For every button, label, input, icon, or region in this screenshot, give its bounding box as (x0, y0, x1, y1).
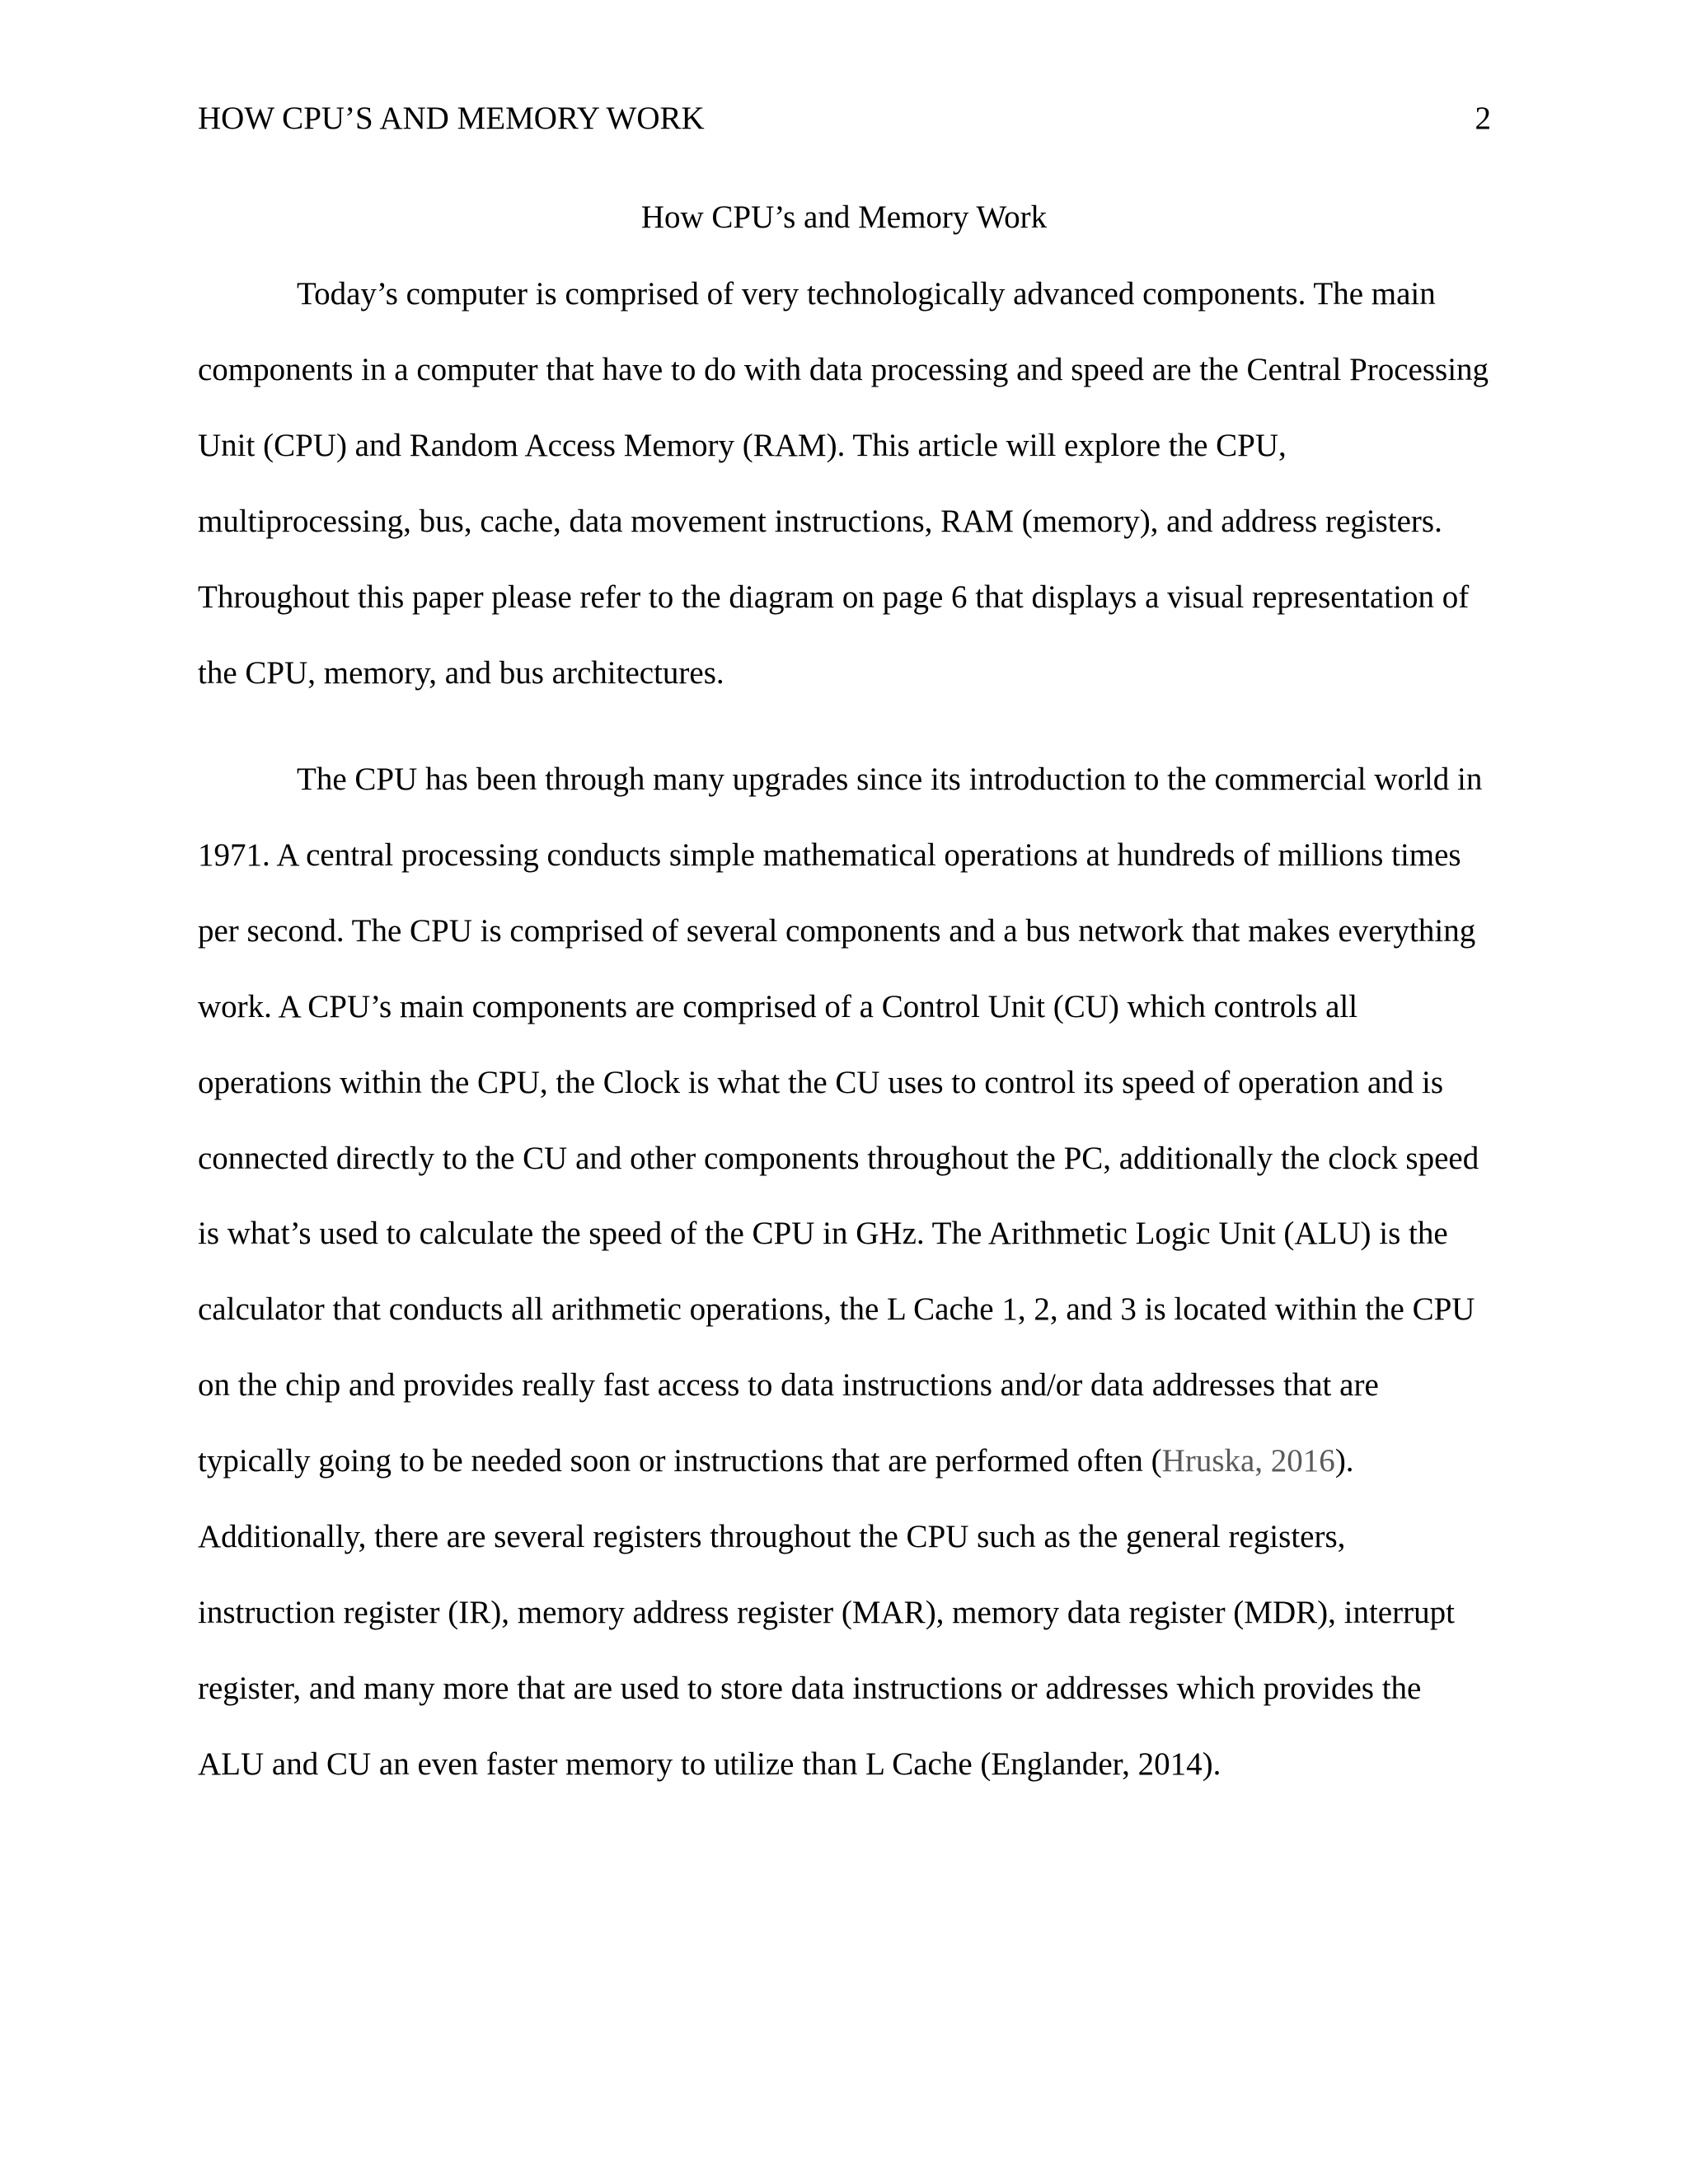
running-head: HOW CPU’S AND MEMORY WORK (198, 101, 705, 136)
paragraph-cpu-text-1: The CPU has been through many upgrades since its introduction to the commercial world in 1971. A central processing conducts simple mathematical operations at hundreds of millions times per second. The CPU is comprised of several components and a bus network that makes everything work. A CPU’s main components are comprised of a Control Unit (CU) which controls all operations within the CPU, the Clock is what the CU uses to control its speed of operation and is connected directly to the CU and other components throughout the PC, additionally the clock speed is what’s used to calculate the speed of the CPU in GHz. The Arithmetic Logic Unit (ALU) is the calculator that conducts all arithmetic operations, the L Cache 1, 2, and 3 is located within the CPU on the chip and provides really fast access to data instructions and/or data addresses that are typically going to be needed soon or instructions that are performed often ( (198, 762, 1483, 1479)
citation-hruska: Hruska, 2016 (1161, 1443, 1335, 1479)
paragraph-cpu (198, 742, 1490, 1802)
paragraph-intro: Today’s computer is comprised of very technologically advanced components. The main components in a computer that have to do with data processing and speed are the Central Processing Unit (CPU) and Random Access Memory (RAM). This article will explore the CPU, multiprocessing, bus, cache, data movement instructions, RAM (memory), and address registers. Throughout this paper please refer to the diagram on page 6 that displays a visual representation of the CPU, memory, and bus architectures. (198, 276, 1489, 691)
page-number: 2 (1475, 101, 1491, 136)
document-title: How CPU’s and Memory Work (640, 199, 1048, 235)
paragraph-cpu-text-2: ). Additionally, there are several registers throughout the CPU such as the general registers, instruction register (IR), memory address register (MAR), memory data register (MDR), interrupt register, and many more that are used to store data instructions or addresses which provides the ALU and CU an even faster memory to utilize than L Cache (Englander, 2014). (198, 1443, 1455, 1782)
